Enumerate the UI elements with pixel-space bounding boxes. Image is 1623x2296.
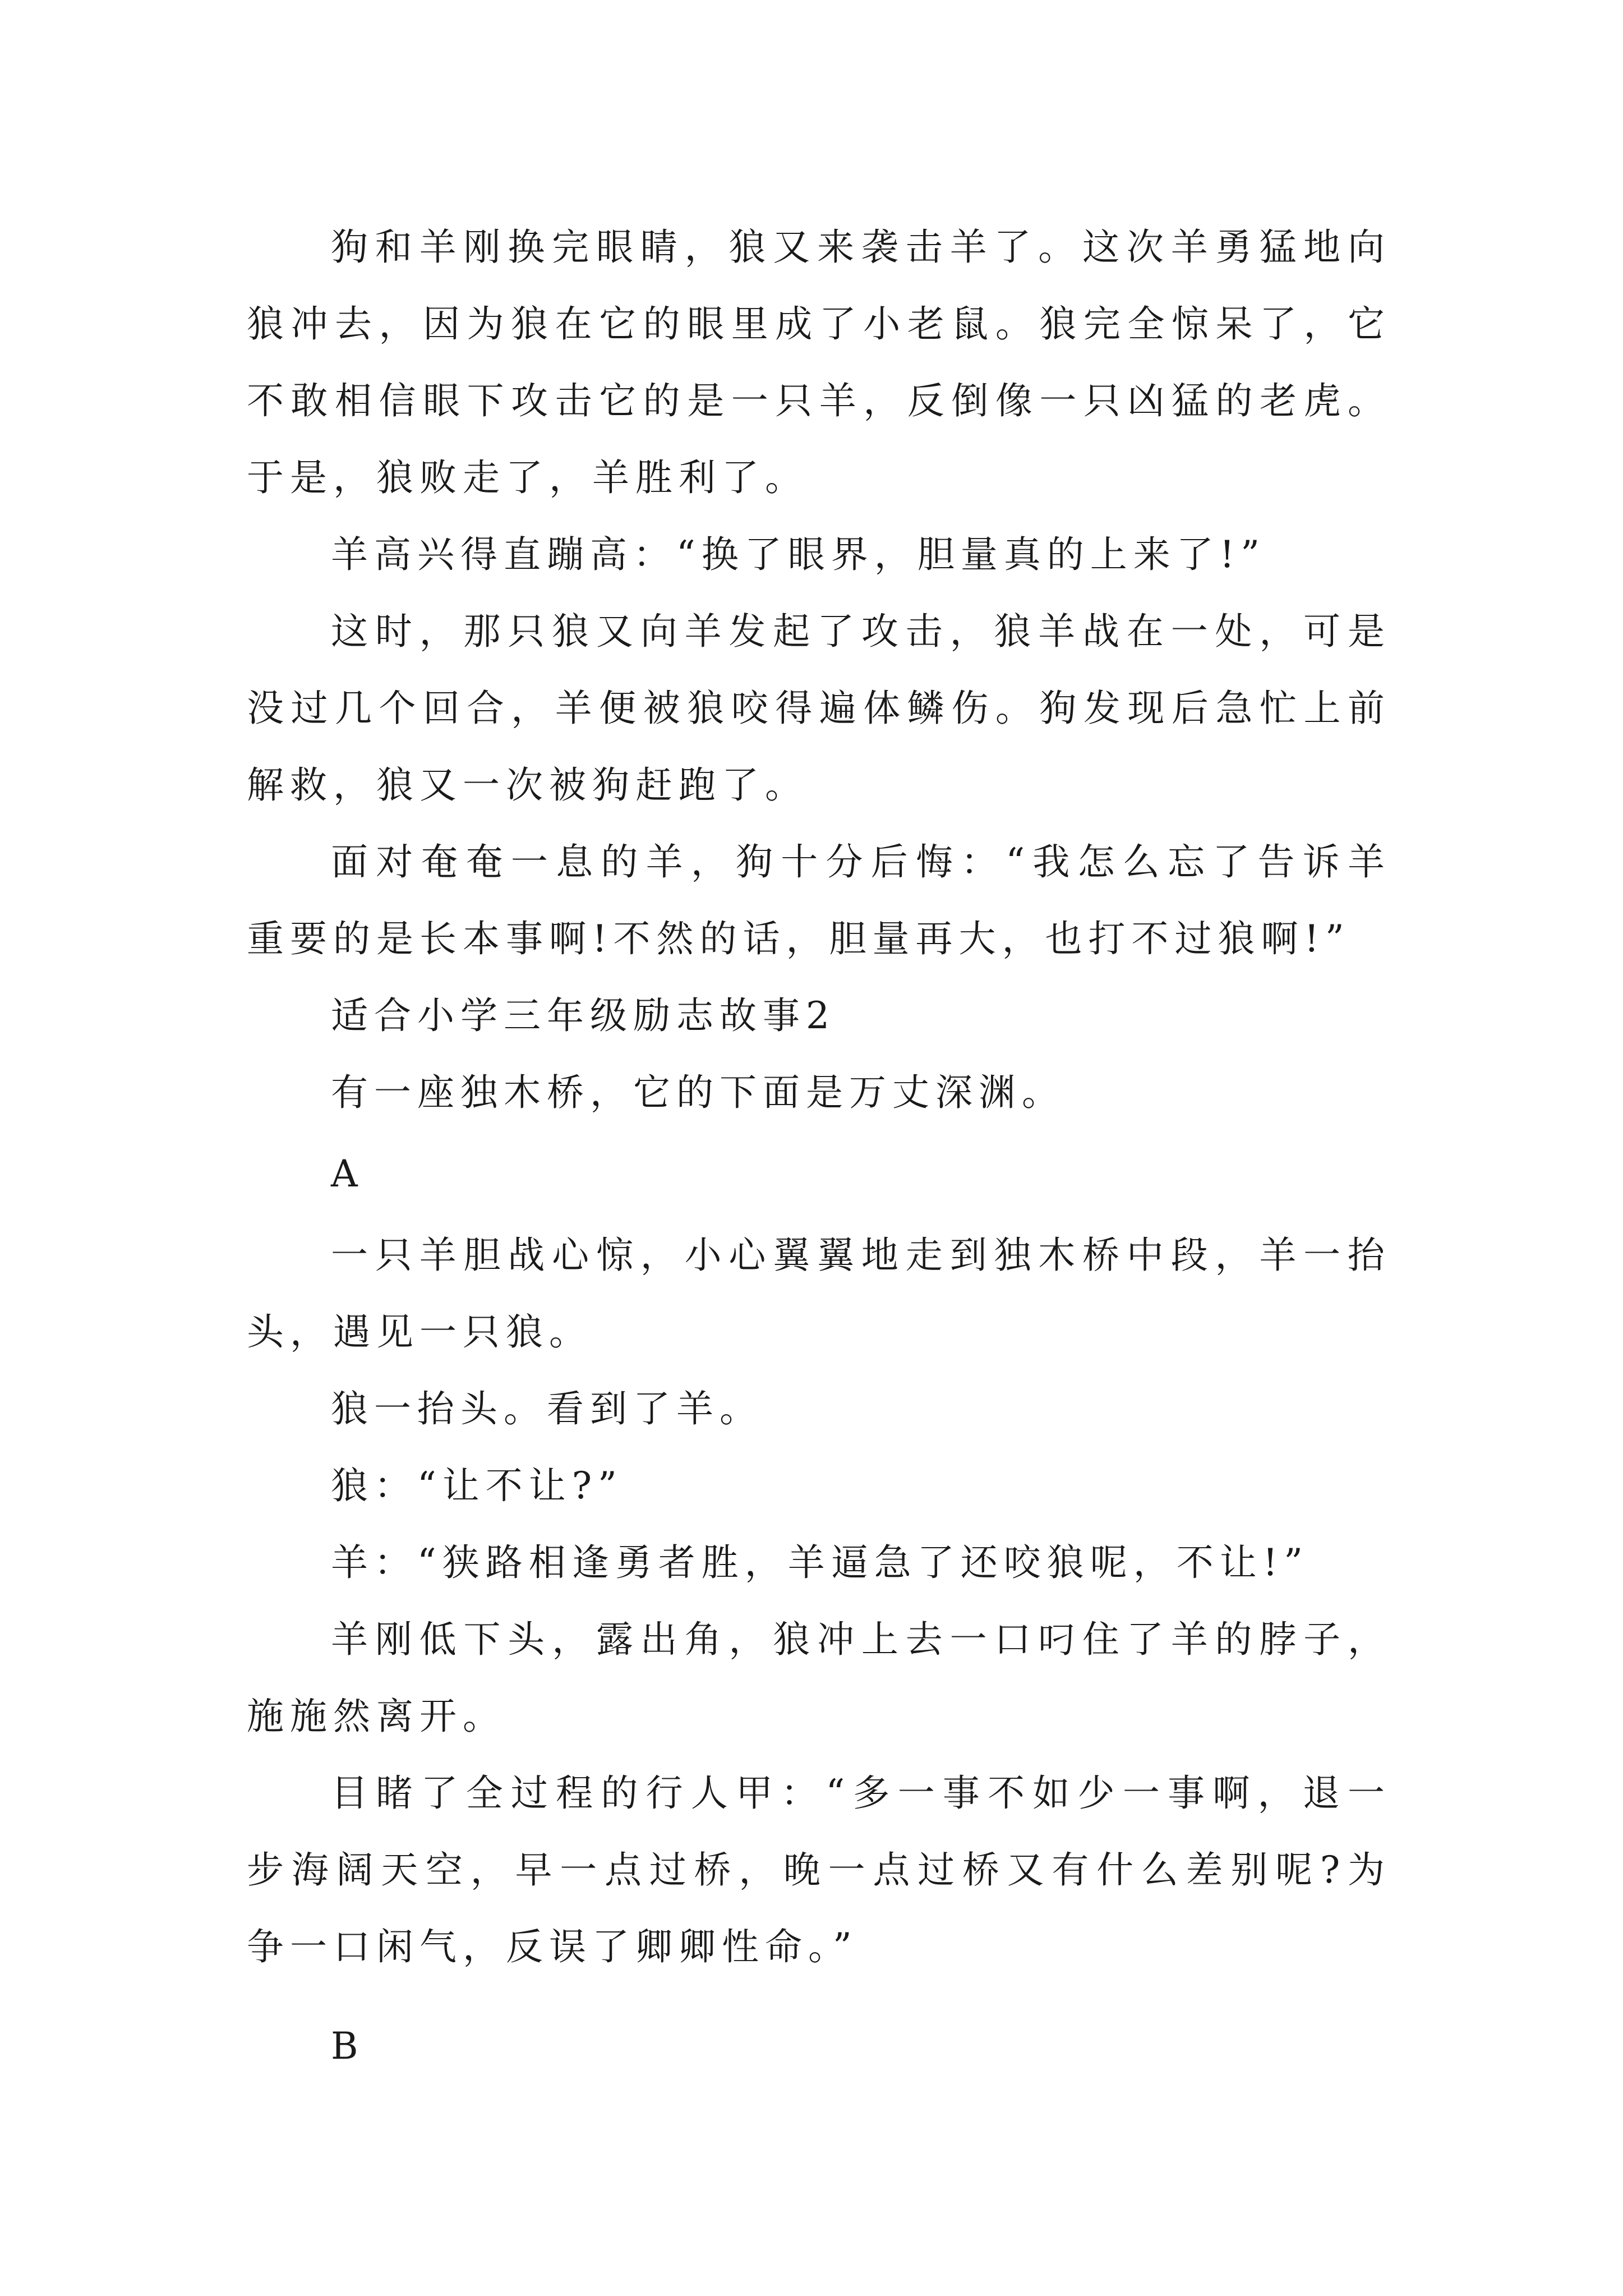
section-marker-b: B bbox=[331, 2024, 365, 2068]
paragraph-bridge: 有一座独木桥，它的下面是万丈深渊。 bbox=[331, 1071, 1065, 1114]
paragraph-sheep-happy: 羊高兴得直蹦高：“换了眼界，胆量真的上来了!” bbox=[331, 533, 1266, 576]
section-heading: 适合小学三年级励志故事2 bbox=[331, 994, 836, 1037]
paragraph-passerby-comment: 目睹了全过程的行人甲：“多一事不如少一事啊，退一步海阔天空，早一点过桥，晚一点过桥又有什么差别呢?为争一口闲气，反误了卿卿性命。” bbox=[247, 1772, 1391, 1968]
document-body bbox=[247, 209, 1391, 2085]
paragraph-dog-regret: 面对奄奄一息的羊，狗十分后悔：“我怎么忘了告诉羊重要的是长本事啊!不然的话，胆量再大，也打不过狼啊!” bbox=[247, 840, 1391, 960]
paragraph-wolf-attack: 狗和羊刚换完眼睛，狼又来袭击羊了。这次羊勇猛地向狼冲去，因为狼在它的眼里成了小老鼠。狼完全惊呆了，它不敢相信眼下攻击它的是一只羊，反倒像一只凶猛的老虎。于是，狼败走了，羊胜利了。 bbox=[247, 226, 1391, 499]
paragraph-wolf-counterattack: 这时，那只狼又向羊发起了攻击，狼羊战在一处，可是没过几个回合，羊便被狼咬得遍体鳞伤。狗发现后急忙上前解救，狼又一次被狗赶跑了。 bbox=[247, 610, 1391, 807]
paragraph-wolf-asks: 狼：“让不让?” bbox=[331, 1464, 623, 1507]
paragraph-wolf-bites: 羊刚低下头，露出角，狼冲上去一口叼住了羊的脖子，施施然离开。 bbox=[247, 1618, 1391, 1738]
paragraph-sheep-refuses: 羊：“狭路相逢勇者胜，羊逼急了还咬狼呢，不让!” bbox=[331, 1541, 1310, 1584]
paragraph-wolf-sees-sheep: 狼一抬头。看到了羊。 bbox=[331, 1387, 763, 1430]
paragraph-sheep-meets-wolf: 一只羊胆战心惊，小心翼翼地走到独木桥中段，羊一抬头，遇见一只狼。 bbox=[247, 1234, 1391, 1354]
section-marker-a: A bbox=[331, 1152, 364, 1195]
